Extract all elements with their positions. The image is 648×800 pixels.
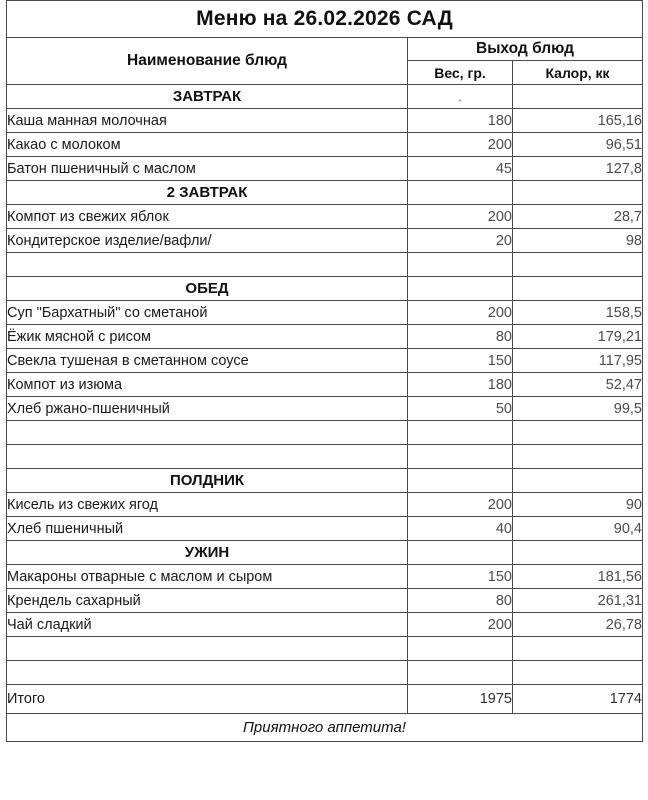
dish-name: Хлеб пшеничный [7, 517, 408, 541]
dish-weight: 80 [408, 589, 513, 613]
spacer-cell [7, 253, 408, 277]
table-row [7, 589, 643, 613]
spacer-cell [7, 445, 408, 469]
footer-row [7, 714, 643, 742]
dish-calories: 96,51 [513, 133, 643, 157]
table-row [7, 565, 643, 589]
dish-calories: 52,47 [513, 373, 643, 397]
spacer-row [7, 253, 643, 277]
spacer-cell [408, 445, 513, 469]
table-row [7, 229, 643, 253]
header-weight: Вес, гр. [408, 61, 513, 85]
dish-weight: 200 [408, 613, 513, 637]
table-row [7, 613, 643, 637]
header-calories: Калор, кк [513, 61, 643, 85]
footer-note: Приятного аппетита! [7, 714, 643, 742]
section-title: ЗАВТРАК [7, 85, 408, 109]
spacer-cell [408, 421, 513, 445]
dish-calories: 158,5 [513, 301, 643, 325]
spacer-row [7, 445, 643, 469]
table-row [7, 109, 643, 133]
spacer-cell [513, 637, 643, 661]
spacer-cell [513, 661, 643, 685]
dish-weight: 80 [408, 325, 513, 349]
dish-name: Кисель из свежих ягод [7, 493, 408, 517]
spacer-row [7, 637, 643, 661]
dish-weight: 150 [408, 565, 513, 589]
dish-name: Чай сладкий [7, 613, 408, 637]
table-row [7, 517, 643, 541]
dish-weight: 150 [408, 349, 513, 373]
dish-name: Хлеб ржано-пшеничный [7, 397, 408, 421]
section-row [7, 277, 643, 301]
section-cal-spacer [513, 85, 643, 109]
dish-weight: 180 [408, 373, 513, 397]
section-title: ПОЛДНИК [7, 469, 408, 493]
section-row [7, 541, 643, 565]
dish-weight: 50 [408, 397, 513, 421]
header-row-top [7, 38, 643, 61]
dish-calories: 261,31 [513, 589, 643, 613]
section-weight-spacer [408, 85, 513, 109]
total-label: Итого [7, 685, 408, 714]
section-title: УЖИН [7, 541, 408, 565]
dish-name: Батон пшеничный с маслом [7, 157, 408, 181]
dish-name: Крендель сахарный [7, 589, 408, 613]
section-cal-spacer [513, 469, 643, 493]
dish-weight: 45 [408, 157, 513, 181]
spacer-cell [408, 253, 513, 277]
spacer-cell [408, 661, 513, 685]
spacer-row [7, 421, 643, 445]
title-row [7, 1, 643, 38]
section-weight-spacer [408, 469, 513, 493]
header-dish-name: Наименование блюд [7, 38, 408, 85]
total-row [7, 685, 643, 714]
dish-calories: 90 [513, 493, 643, 517]
section-title: ОБЕД [7, 277, 408, 301]
section-cal-spacer [513, 541, 643, 565]
dish-weight: 20 [408, 229, 513, 253]
table-row [7, 373, 643, 397]
dish-name: Свекла тушеная в сметанном соусе [7, 349, 408, 373]
dish-calories: 98 [513, 229, 643, 253]
section-cal-spacer [513, 181, 643, 205]
table-row [7, 205, 643, 229]
spacer-cell [513, 421, 643, 445]
dish-name: Какао с молоком [7, 133, 408, 157]
section-title: 2 ЗАВТРАК [7, 181, 408, 205]
dot-mark: . [458, 88, 462, 104]
section-row [7, 469, 643, 493]
dish-calories: 99,5 [513, 397, 643, 421]
dish-calories: 127,8 [513, 157, 643, 181]
section-weight-spacer [408, 181, 513, 205]
dish-name: Кондитерское изделие/вафли/ [7, 229, 408, 253]
total-weight: 1975 [408, 685, 513, 714]
dish-calories: 90,4 [513, 517, 643, 541]
menu-table [6, 0, 643, 742]
dish-weight: 200 [408, 301, 513, 325]
dish-name: Компот из изюма [7, 373, 408, 397]
table-row [7, 397, 643, 421]
dish-name: Суп "Бархатный" со сметаной [7, 301, 408, 325]
spacer-cell [7, 421, 408, 445]
table-row [7, 301, 643, 325]
dish-name: Макароны отварные с маслом и сыром [7, 565, 408, 589]
page-title: Меню на 26.02.2026 САД [7, 1, 643, 38]
spacer-cell [7, 637, 408, 661]
dish-calories: 179,21 [513, 325, 643, 349]
dish-weight: 200 [408, 205, 513, 229]
section-row [7, 181, 643, 205]
header-output: Выход блюд [408, 38, 643, 61]
total-calories: 1774 [513, 685, 643, 714]
dish-weight: 180 [408, 109, 513, 133]
dish-calories: 117,95 [513, 349, 643, 373]
table-row [7, 157, 643, 181]
table-row [7, 133, 643, 157]
section-weight-spacer [408, 277, 513, 301]
table-row [7, 349, 643, 373]
dish-weight: 200 [408, 133, 513, 157]
dish-name: Ёжик мясной с рисом [7, 325, 408, 349]
dish-weight: 200 [408, 493, 513, 517]
section-cal-spacer [513, 277, 643, 301]
dish-calories: 181,56 [513, 565, 643, 589]
dish-calories: 165,16 [513, 109, 643, 133]
spacer-cell [408, 637, 513, 661]
dish-calories: 28,7 [513, 205, 643, 229]
section-weight-spacer [408, 541, 513, 565]
spacer-row [7, 661, 643, 685]
dish-name: Компот из свежих яблок [7, 205, 408, 229]
spacer-cell [7, 661, 408, 685]
spacer-cell [513, 445, 643, 469]
dish-name: Каша манная молочная [7, 109, 408, 133]
spacer-cell [513, 253, 643, 277]
dish-calories: 26,78 [513, 613, 643, 637]
dish-weight: 40 [408, 517, 513, 541]
table-row [7, 493, 643, 517]
section-row [7, 85, 643, 109]
table-row [7, 325, 643, 349]
